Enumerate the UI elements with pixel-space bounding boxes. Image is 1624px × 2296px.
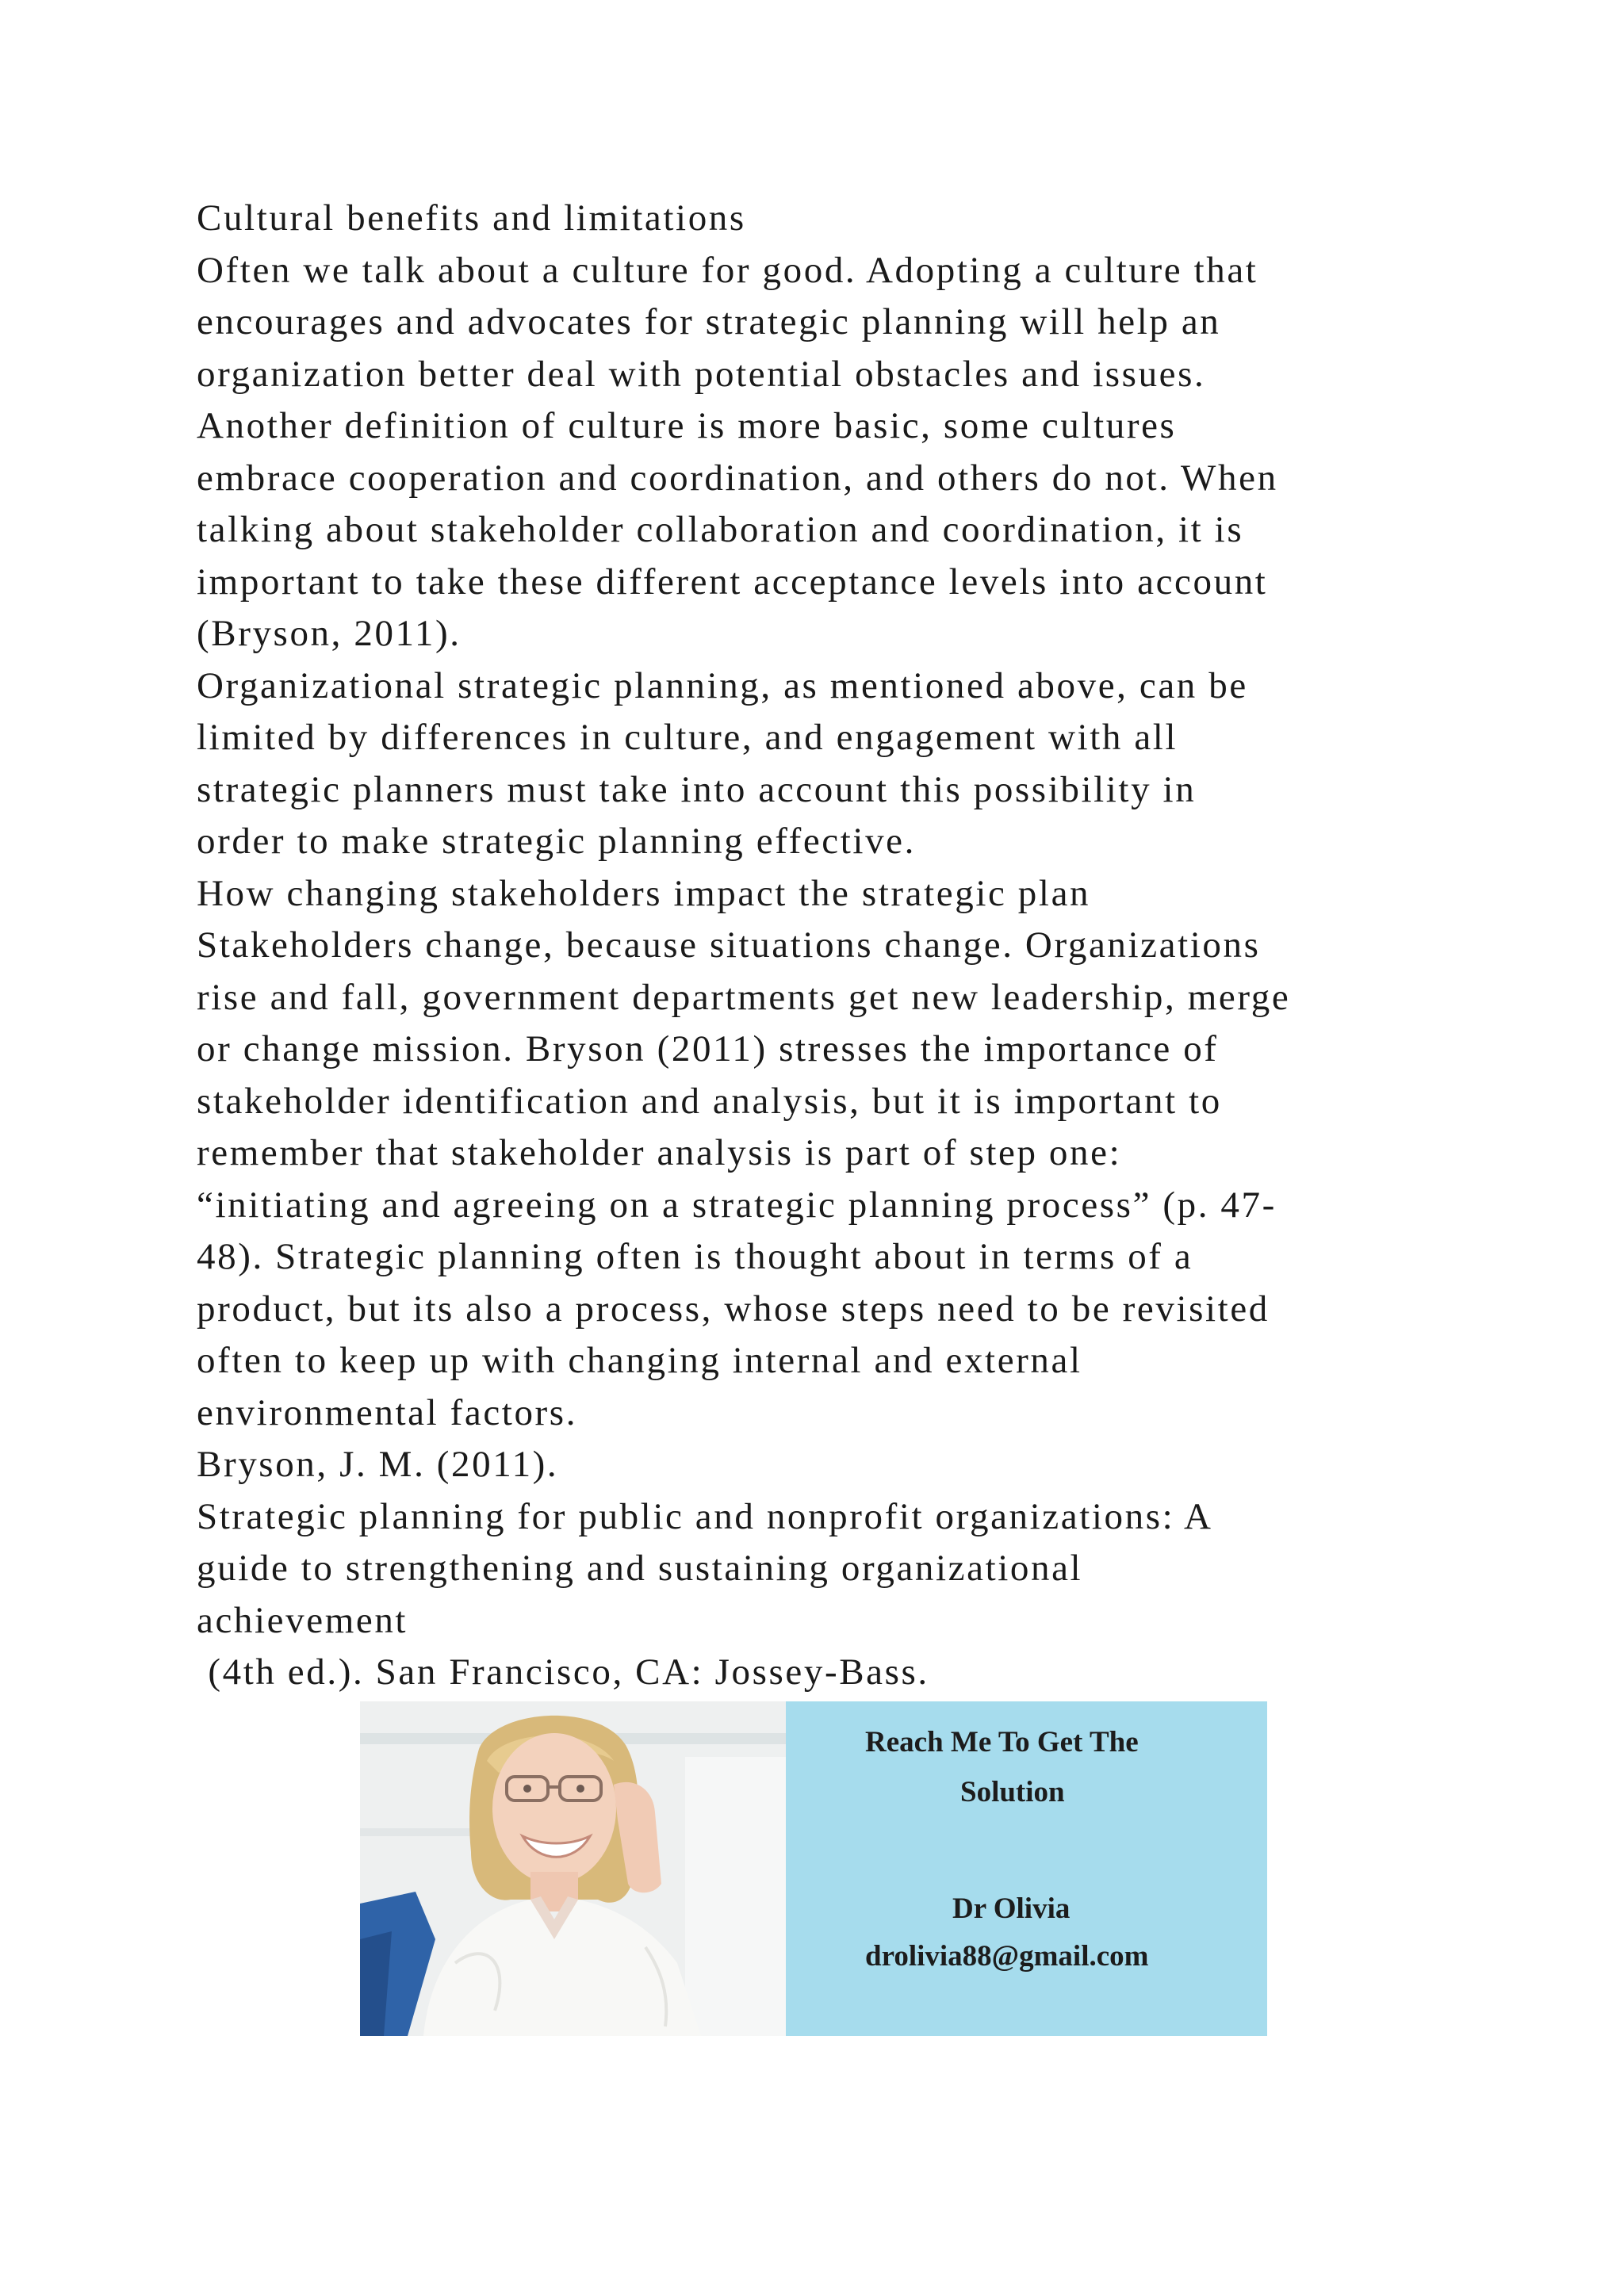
body-line: strategic planners must take into account this possibility in [197,768,1197,810]
reference-title: achievement [197,1599,408,1641]
contact-advertisement [360,1701,1267,2036]
body-line: embrace cooperation and coordination, and others do not. When [197,457,1278,499]
body-line: environmental factors. [197,1391,578,1433]
body-line: (Bryson, 2011). [197,613,462,654]
reference-author: Bryson, J. M. (2011). [197,1444,559,1485]
body-line: important to take these different acceptance levels into account [197,561,1268,603]
body-line: rise and fall, government departments get new leadership, merge [197,976,1291,1018]
body-line: encourages and advocates for strategic planning will help an [197,301,1221,342]
document-body [197,193,1465,1699]
ad-headline: Reach Me To Get The [865,1726,1139,1758]
reference-publisher: (4th ed.). San Francisco, CA: Jossey-Bass. [197,1651,929,1693]
body-line: Often we talk about a culture for good. Adopting a culture that [197,249,1258,291]
body-line: or change mission. Bryson (2011) stresses the importance of [197,1028,1219,1070]
reference-title: Strategic planning for public and nonprofit organizations: A [197,1495,1213,1537]
reference-title: guide to strengthening and sustaining organizational [197,1548,1083,1589]
woman-portrait-photo [360,1701,786,2036]
contact-info-panel [786,1701,1267,2036]
body-line: Stakeholders change, because situations change. Organizations [197,924,1261,966]
ad-contact-name: Dr Olivia [952,1892,1071,1925]
section-heading: Cultural benefits and limitations [197,197,746,239]
body-line: product, but its also a process, whose steps need to be revisited [197,1288,1270,1330]
body-line: talking about stakeholder collaboration and coordination, it is [197,509,1244,550]
body-line: 48). Strategic planning often is thought about in terms of a [197,1236,1193,1277]
body-line: stakeholder identification and analysis, but it is important to [197,1080,1222,1122]
body-line: limited by differences in culture, and engagement with all [197,717,1178,758]
body-line: order to make strategic planning effective. [197,821,916,862]
ad-headline-second-line: Solution [960,1776,1065,1808]
body-line: “initiating and agreeing on a strategic planning process” (p. 47- [197,1184,1277,1226]
section-heading: How changing stakeholders impact the strategic plan [197,872,1091,914]
body-line: remember that stakeholder analysis is part of step one: [197,1132,1122,1173]
body-line: organization better deal with potential obstacles and issues. [197,353,1206,395]
body-line: often to keep up with changing internal and external [197,1340,1082,1381]
body-line: Another definition of culture is more basic, some cultures [197,405,1177,446]
ad-contact-email: drolivia88@gmail.com [865,1940,1149,1973]
body-line: Organizational strategic planning, as mentioned above, can be [197,664,1248,706]
